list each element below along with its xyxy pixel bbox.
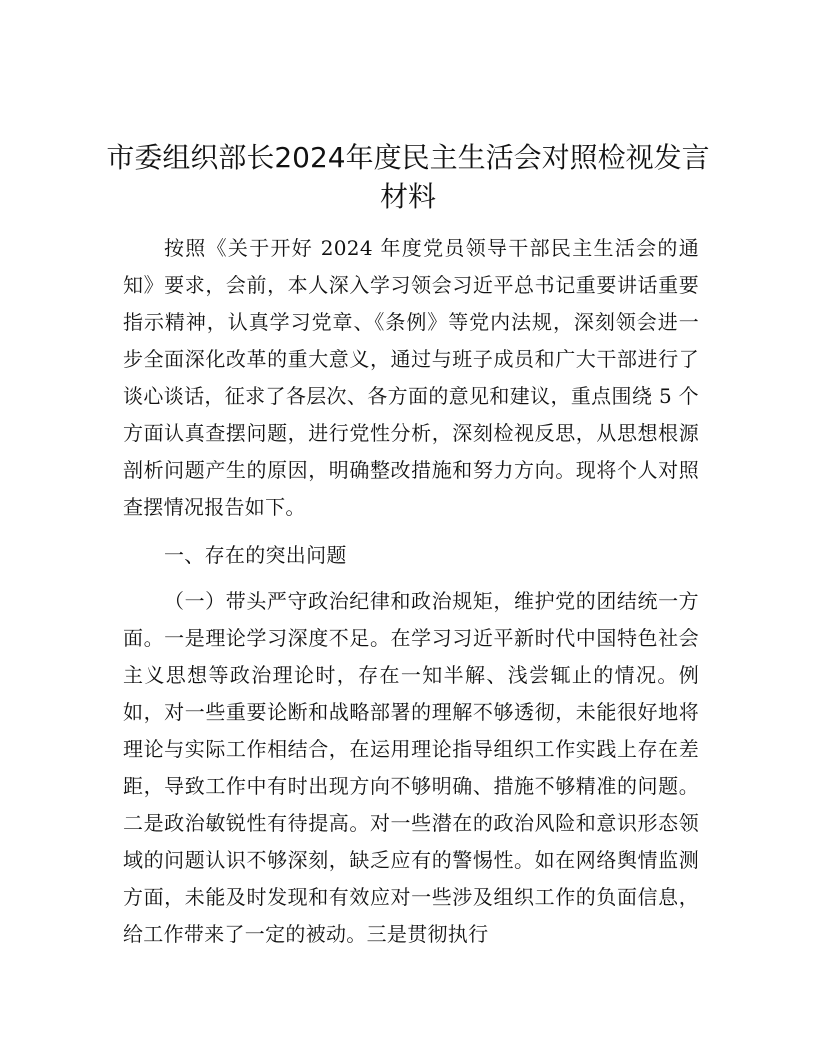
section-paragraph: （一）带头严守政治纪律和政治规矩，维护党的团结统一方面。一是理论学习深度不足。在学习习近平新时代中国特色社会主义思想等政治理论时，存在一知半解、浅尝辄止的情况。例如，对一些重要论断和战略部署的理解不够透彻，未能很好地将理论与实际工作相结合，在运用理论指导组织工作实践上存在差距，导致工作中有时出现方向不够明确、措施不够精准的问题。二是政治敏锐性有待提高。对一些潜在的政治风险和意识形态领域的问题认识不够深刻，缺乏应有的警惕性。如在网络舆情监测方面，未能及时发现和有效应对一些涉及组织工作的负面信息，给工作带来了一定的被动。三是贯彻执行: [123, 589, 699, 946]
section-heading: 一、存在的突出问题: [164, 543, 347, 567]
intro-paragraph: 按照《关于开好 2024 年度党员领导干部民主生活会的通知》要求，会前，本人深入学习领会习近平总书记重要讲话重要指示精神，认真学习党章、《条例》等党内法规，深刻领会进一步全面深化改革的重大意义，通过与班子成员和广大干部进行了谈心谈话，征求了各层次、各方面的意见和建议，重点围绕 5 个方面认真查摆问题，进行党性分析，深刻检视反思，从思想根源剖析问题产生的原因，明确整改措施和努力方向。现将个人对照查摆情况报告如下。: [123, 236, 699, 519]
document-title: 市委组织部长2024年度民主生活会对照检视发言材料: [106, 141, 710, 213]
